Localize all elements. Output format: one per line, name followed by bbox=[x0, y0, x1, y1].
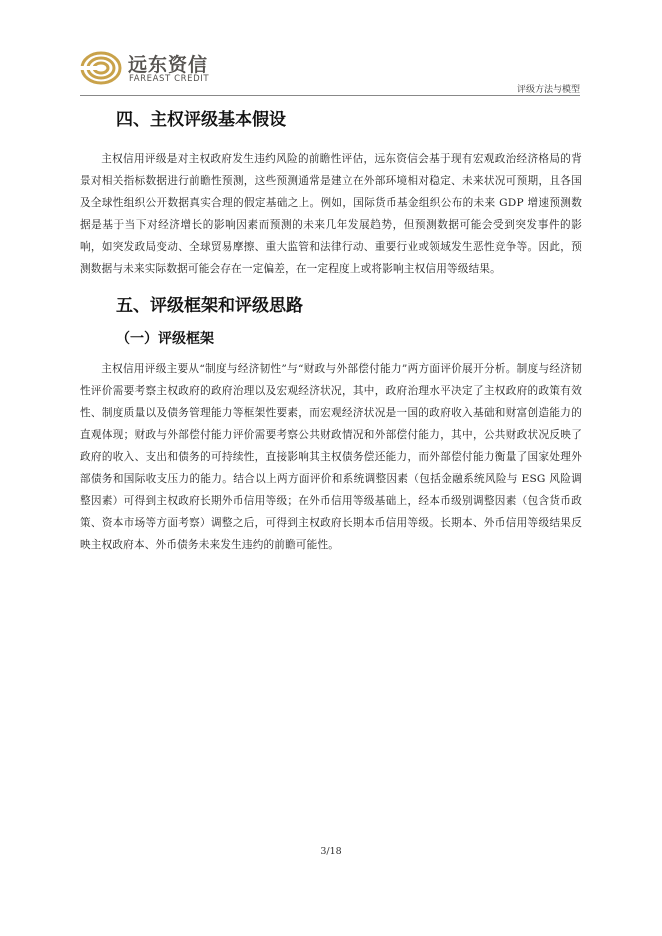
subsection-1-paragraph: 主权信用评级主要从“制度与经济韧性”与“财政与外部偿付能力”两方面评价展开分析。制度与经济韧性评价需要考察主权政府的政府治理以及宏观经济状况，其中，政府治理水平决定了主权政府的政策有效性、制度质量以及债务管理能力等框架性要素，而宏观经济状况是一国的政府收入基础和财富创造能力的直观体现；财政与外部偿付能力评价需要考察公共财政情况和外部偿付能力，其中，公共财政状况反映了政府的收入、支出和债务的可持续性，直接影响其主权债务偿还能力，而外部偿付能力衡量了国家处理外部债务和国际收支压力的能力。结合以上两方面评价和系统调整因素（包括金融系统风险与 ESG 风险调整因素）可得到主权政府长期外币信用等级；在外币信用等级基础上，经本币级别调整因素（包含货币政策、资本市场等方面考察）调整之后，可得到主权政府长期本币信用等级。长期本、外币信用等级结果反映主权政府本、外币债务未来发生违约的前瞻可能性。 bbox=[80, 363, 582, 551]
logo-english-name: FAREAST CREDIT bbox=[129, 74, 210, 84]
document-body bbox=[80, 108, 582, 556]
page-number: 3/18 bbox=[320, 846, 342, 857]
logo-chinese-name: 远东资信 bbox=[128, 54, 209, 76]
section-4-paragraph: 主权信用评级是对主权政府发生违约风险的前瞻性评估，远东资信会基于现有宏观政治经济格局的背景对相关指标数据进行前瞻性预测，这些预测通常是建立在外部环境相对稳定、未来状况可预期，且各国及全球性组织公开数据真实合理的假定基础之上。例如，国际货币基金组织公布的未来 GDP 增速预测数据是基于当下对经济增长的影响因素而预测的未来几年发展趋势，但预测数据可能会受到突发事件的影响，如突发政局变动、全球贸易摩擦、重大监管和法律行动、重要行业或领域发生恶性竞争等。因此，预测数据与未来实际数据可能会存在一定偏差，在一定程度上或将影响主权信用等级结果。 bbox=[80, 153, 582, 275]
header-divider bbox=[80, 95, 580, 96]
company-logo bbox=[80, 46, 240, 90]
header-section-label: 评级方法与模型 bbox=[516, 85, 580, 95]
fareast-credit-logo-icon bbox=[80, 50, 122, 86]
page-header bbox=[80, 46, 580, 96]
section-4-heading: 四、主权评级基本假设 bbox=[116, 110, 286, 130]
section-5-heading: 五、评级框架和评级思路 bbox=[116, 296, 303, 316]
subsection-1-heading: （一）评级框架 bbox=[116, 331, 214, 347]
